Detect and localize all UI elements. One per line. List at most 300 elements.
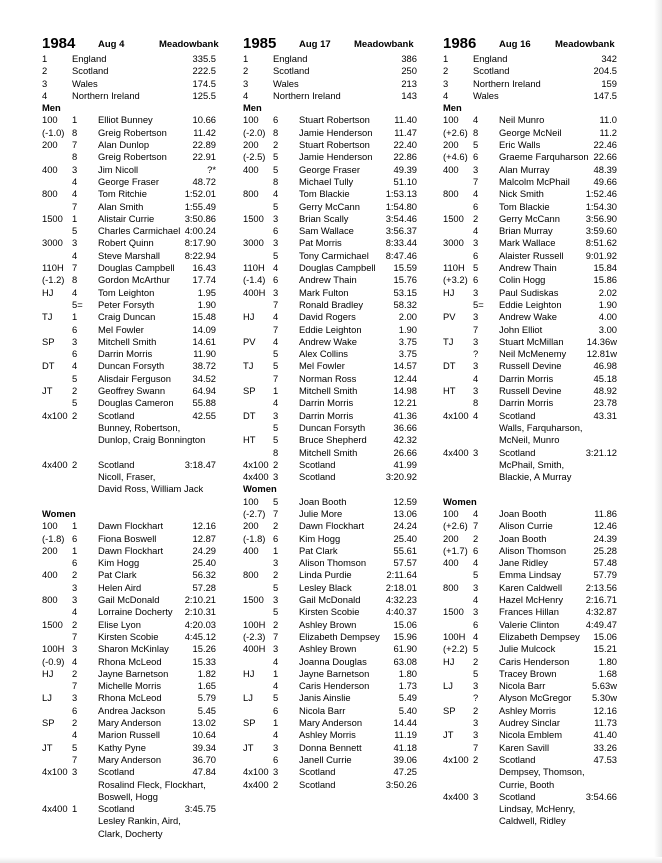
- athlete-name: Caris Henderson: [299, 680, 370, 692]
- result-row: [243, 373, 423, 385]
- event-label: SP: [243, 717, 256, 729]
- athlete-name: Stuart McMillan: [499, 335, 564, 347]
- mark: 24.39: [593, 532, 617, 544]
- place: 2: [473, 212, 479, 224]
- event-label: SP: [42, 717, 55, 729]
- mark: 15.59: [393, 262, 417, 274]
- place: 1: [72, 544, 78, 556]
- result-row: [443, 250, 623, 262]
- mark: 25.40: [192, 557, 216, 569]
- place: 5=: [72, 298, 83, 310]
- place: 3: [72, 581, 78, 593]
- mark: 11.47: [394, 126, 417, 138]
- mark: 1:55.49: [184, 200, 216, 212]
- mark: 47.25: [393, 766, 417, 778]
- team-row: [443, 65, 623, 77]
- athlete-name: Joan Booth: [499, 532, 547, 544]
- mark: 2.00: [398, 311, 417, 323]
- place: 5: [273, 151, 279, 163]
- event-label: 800: [243, 188, 259, 200]
- athlete-name: Bunney, Robertson,: [98, 421, 181, 433]
- result-row: [243, 508, 423, 520]
- place: 6: [72, 348, 78, 360]
- event-label: DT: [443, 360, 456, 372]
- place: 5: [273, 200, 279, 212]
- result-row: [42, 151, 222, 163]
- athlete-name: Steve Marshall: [98, 249, 161, 261]
- place: 6: [72, 557, 78, 569]
- mark: 22.86: [393, 151, 417, 163]
- event-label: (+4.6): [443, 151, 468, 163]
- athlete-name: Jane Ridley: [499, 557, 548, 569]
- place: 5: [273, 581, 279, 593]
- mark: 1.90: [598, 298, 617, 310]
- team-name: England: [273, 53, 308, 64]
- place: 7: [273, 507, 279, 519]
- result-row: [243, 545, 423, 557]
- result-row: [243, 754, 423, 766]
- athlete-name: Walls, Farquharson,: [499, 421, 583, 433]
- mark: 47.53: [593, 753, 617, 765]
- mark: 22.40: [393, 139, 417, 151]
- result-row: [243, 459, 423, 471]
- place: 7: [473, 741, 479, 753]
- result-row: [42, 360, 222, 372]
- place: 3: [72, 643, 78, 655]
- mark: 3:54.46: [385, 212, 417, 224]
- athlete-name: John Elliot: [499, 323, 543, 335]
- result-row: [443, 447, 623, 459]
- result-row: [443, 336, 623, 348]
- mark: 41.18: [393, 741, 417, 753]
- place: 4: [72, 360, 78, 372]
- team-points: 335.5: [192, 53, 216, 64]
- mark: 11.40: [394, 114, 417, 126]
- mark: 56.32: [192, 569, 216, 581]
- mark: 14.09: [192, 323, 216, 335]
- result-row: [443, 385, 623, 397]
- athlete-name: Alison Thomson: [299, 557, 367, 569]
- athlete-name: Karen Savill: [499, 741, 550, 753]
- athlete-name: David Ross, William Jack: [98, 483, 204, 495]
- event-label: 800: [42, 594, 58, 606]
- event-label: (-2.3): [243, 630, 266, 642]
- mark: 55.61: [393, 544, 417, 556]
- mark: ?*: [207, 163, 216, 175]
- mark: 58.32: [393, 298, 417, 310]
- result-row: [42, 225, 222, 237]
- place: 4: [273, 335, 279, 347]
- result-row: [243, 631, 423, 643]
- result-row: [443, 754, 623, 766]
- athlete-name: Kirsten Scobie: [98, 630, 159, 642]
- mark: 15.33: [192, 655, 216, 667]
- athlete-name: Caldwell, Ridley: [499, 815, 566, 827]
- mark: 11.0: [599, 114, 617, 126]
- team-name: Wales: [72, 77, 98, 89]
- athlete-name: Eric Walls: [499, 139, 541, 151]
- result-row: [443, 262, 623, 274]
- place: 2: [473, 753, 479, 765]
- athlete-name: Mary Anderson: [299, 717, 363, 729]
- mark: 41.36: [393, 409, 417, 421]
- mark: 14.61: [192, 335, 216, 347]
- result-row: [443, 373, 623, 385]
- athlete-name: Linda Purdie: [299, 569, 352, 581]
- result-row: [42, 237, 222, 249]
- result-row: [42, 188, 222, 200]
- event-label: 1500: [443, 606, 464, 618]
- place: 6: [273, 274, 279, 286]
- place: 4: [72, 249, 78, 261]
- event-label: SP: [42, 335, 55, 347]
- athlete-name: Jayne Barnetson: [299, 667, 370, 679]
- athlete-name: Kirsten Scobie: [299, 606, 360, 618]
- result-row: [443, 348, 623, 360]
- mark: 12.59: [393, 495, 417, 507]
- place: 3: [473, 311, 479, 323]
- men-section-title: Men: [243, 102, 262, 114]
- mark: 1:53.13: [385, 188, 417, 200]
- place: 5: [273, 360, 279, 372]
- athlete-name: Tom Ritchie: [98, 188, 147, 200]
- mark: 13.06: [393, 507, 417, 519]
- event-label: 4x400: [243, 471, 269, 483]
- place: 8: [273, 126, 279, 138]
- place: 6: [273, 532, 279, 544]
- athlete-name: Rhona McLeod: [98, 692, 162, 704]
- place: 5: [72, 225, 78, 237]
- result-row: [42, 274, 222, 286]
- result-row: [243, 164, 423, 176]
- result-row: [443, 705, 623, 717]
- result-row: [42, 373, 222, 385]
- mark: 14.44: [393, 717, 417, 729]
- event-label: JT: [42, 741, 53, 753]
- result-row: [42, 483, 222, 495]
- athlete-name: Scotland: [499, 790, 536, 802]
- place: 4: [273, 262, 279, 274]
- result-row: [443, 201, 623, 213]
- event-label: 110H: [42, 262, 64, 274]
- meeting-column: [243, 35, 423, 791]
- athlete-name: Julie More: [299, 507, 343, 519]
- mark: 1:52.46: [585, 188, 617, 200]
- result-row: [42, 336, 222, 348]
- page-edge-bottom: [0, 857, 662, 863]
- result-row: [443, 360, 623, 372]
- place: 6: [473, 618, 479, 630]
- team-points: 159: [601, 77, 617, 89]
- team-points: 147.5: [593, 89, 617, 101]
- event-label: 800: [443, 188, 459, 200]
- athlete-name: Peter Forsyth: [98, 298, 155, 310]
- event-label: HT: [443, 385, 456, 397]
- athlete-name: Lesley Rankin, Aird,: [98, 815, 181, 827]
- mark: 12.44: [393, 372, 417, 384]
- place: 3: [273, 594, 279, 606]
- athlete-name: Ashley Morris: [499, 704, 556, 716]
- mark: 3.00: [598, 323, 617, 335]
- mark: 1.73: [398, 680, 417, 692]
- athlete-name: Joan Booth: [499, 507, 547, 519]
- event-label: LJ: [243, 692, 253, 704]
- place: 7: [72, 262, 78, 274]
- team-place: 4: [243, 89, 249, 101]
- event-label: 800: [243, 569, 259, 581]
- event-label: (+2.2): [443, 643, 468, 655]
- mark: 63.08: [393, 655, 417, 667]
- mark: 47.84: [192, 766, 216, 778]
- athlete-name: Eddie Leighton: [499, 298, 562, 310]
- athlete-name: Dempsey, Thomson,: [499, 766, 585, 778]
- athlete-name: Nicola Emblem: [499, 729, 563, 741]
- place: 2: [473, 704, 479, 716]
- mark: 4:49.47: [585, 618, 617, 630]
- event-label: HJ: [443, 286, 455, 298]
- event-label: LJ: [42, 692, 52, 704]
- athlete-name: Mark Fulton: [299, 286, 349, 298]
- mark: 3:50.86: [184, 212, 216, 224]
- athlete-name: Ashley Brown: [299, 618, 357, 630]
- result-row: [443, 287, 623, 299]
- place: 5: [273, 434, 279, 446]
- athlete-name: Valerie Clinton: [499, 618, 560, 630]
- event-label: HT: [243, 434, 256, 446]
- result-row: [42, 213, 222, 225]
- result-row: [243, 692, 423, 704]
- athlete-name: Frances Hillan: [499, 606, 559, 618]
- place: 5: [473, 262, 479, 274]
- athlete-name: Geoffrey Swann: [98, 385, 166, 397]
- result-row: [42, 299, 222, 311]
- place: 8: [72, 151, 78, 163]
- mark: 4.00: [598, 311, 617, 323]
- result-row: [443, 606, 623, 618]
- result-row: [443, 668, 623, 680]
- mark: 46.98: [593, 360, 617, 372]
- athlete-name: Andrew Thain: [299, 274, 357, 286]
- event-label: HJ: [42, 667, 54, 679]
- event-label: 100: [243, 495, 259, 507]
- place: 1: [72, 114, 78, 126]
- result-row: [42, 459, 222, 471]
- result-row: [243, 668, 423, 680]
- result-row: [443, 717, 623, 729]
- team-place: 2: [243, 65, 249, 77]
- team-points: 342: [601, 53, 617, 64]
- athlete-name: Duncan Forsyth: [98, 360, 165, 372]
- athlete-name: Scotland: [299, 458, 336, 470]
- result-row: [443, 508, 623, 520]
- place: 3: [273, 471, 279, 483]
- place: 4: [473, 225, 479, 237]
- place: 7: [273, 630, 279, 642]
- athlete-name: Scotland: [98, 458, 135, 470]
- athlete-name: Boswell, Hogg: [98, 790, 158, 802]
- athlete-name: Dunlop, Craig Bonnington: [98, 434, 206, 446]
- mark: 3:56.90: [585, 212, 617, 224]
- place: 4: [273, 729, 279, 741]
- place: 7: [72, 630, 78, 642]
- result-row: [243, 299, 423, 311]
- mark: 1.80: [398, 667, 417, 679]
- result-row: [42, 717, 222, 729]
- athlete-name: Paul Sudiskas: [499, 286, 559, 298]
- result-row: [443, 692, 623, 704]
- result-row: [243, 397, 423, 409]
- athlete-name: Audrey Sinclar: [499, 717, 560, 729]
- place: 5: [273, 348, 279, 360]
- result-row: [443, 422, 623, 434]
- mark: 26.66: [393, 446, 417, 458]
- mark: 12.16: [192, 520, 216, 532]
- team-row: [42, 90, 222, 102]
- mark: 23.78: [593, 397, 617, 409]
- place: 6: [273, 225, 279, 237]
- place: 3: [72, 692, 78, 704]
- team-name: Wales: [273, 77, 299, 89]
- place: 1: [273, 385, 279, 397]
- team-points: 125.5: [192, 89, 216, 101]
- athlete-name: Norman Ross: [299, 372, 357, 384]
- result-row: [443, 471, 623, 483]
- place: 6: [273, 704, 279, 716]
- event-label: (+2.6): [443, 126, 468, 138]
- place: 2: [273, 139, 279, 151]
- mark: 17.74: [192, 274, 216, 286]
- place: 1: [273, 667, 279, 679]
- team-row: [42, 78, 222, 90]
- mark: 2:16.71: [585, 594, 617, 606]
- athlete-name: Ashley Morris: [299, 729, 356, 741]
- event-label: 3000: [443, 237, 464, 249]
- place: 2: [72, 618, 78, 630]
- athlete-name: Kathy Pyne: [98, 741, 146, 753]
- mark: 15.48: [192, 311, 216, 323]
- event-label: 400: [443, 163, 459, 175]
- athlete-name: Elizabeth Dempsey: [499, 630, 580, 642]
- athlete-name: Duncan Forsyth: [299, 421, 366, 433]
- event-label: 400H: [243, 286, 266, 298]
- mark: 22.89: [192, 139, 216, 151]
- result-row: [42, 791, 222, 803]
- place: 2: [273, 618, 279, 630]
- result-row: [443, 274, 623, 286]
- athlete-name: Janis Ainslie: [299, 692, 351, 704]
- athlete-name: Mel Fowler: [299, 360, 345, 372]
- team-name: Northern Ireland: [473, 77, 541, 89]
- result-row: [243, 237, 423, 249]
- mark: 14.98: [393, 385, 417, 397]
- result-row: [243, 680, 423, 692]
- event-label: (-1.0): [42, 126, 65, 138]
- result-row: [443, 410, 623, 422]
- result-row: [42, 668, 222, 680]
- meeting-header: [42, 35, 222, 53]
- result-row: [243, 742, 423, 754]
- result-row: [443, 151, 623, 163]
- mark: 1.95: [197, 286, 216, 298]
- event-label: JT: [443, 729, 454, 741]
- mark: 16.43: [192, 262, 216, 274]
- result-row: [443, 459, 623, 471]
- place: 4: [72, 286, 78, 298]
- meeting-venue: Meadowbank: [159, 39, 219, 50]
- result-row: [243, 434, 423, 446]
- result-row: [443, 557, 623, 569]
- meeting-header: [443, 35, 623, 53]
- athlete-name: Scotland: [499, 753, 536, 765]
- result-row: [443, 533, 623, 545]
- event-label: 200: [443, 532, 459, 544]
- athlete-name: Stuart Robertson: [299, 114, 370, 126]
- result-row: [443, 594, 623, 606]
- place: 8: [473, 397, 479, 409]
- place: 8: [273, 175, 279, 187]
- mark: 5.79: [197, 692, 216, 704]
- mark: 4:32.87: [585, 606, 617, 618]
- mark: 36.66: [393, 421, 417, 433]
- result-row: [42, 705, 222, 717]
- result-row: [243, 360, 423, 372]
- mark: 42.55: [192, 409, 216, 421]
- athlete-name: Karen Caldwell: [499, 581, 563, 593]
- event-label: 4x400: [42, 458, 68, 470]
- mark: 1:52.01: [184, 188, 216, 200]
- place: 3: [473, 360, 479, 372]
- result-row: [443, 520, 623, 532]
- place: 6: [473, 544, 479, 556]
- mark: 2:18.01: [385, 581, 417, 593]
- athlete-name: Bruce Shepherd: [299, 434, 367, 446]
- result-row: [243, 176, 423, 188]
- result-row: [443, 164, 623, 176]
- result-row: [42, 348, 222, 360]
- result-row: [243, 569, 423, 581]
- team-place: 4: [42, 89, 48, 101]
- place: 6: [72, 704, 78, 716]
- result-row: [443, 582, 623, 594]
- mark: 2.02: [598, 286, 617, 298]
- athlete-name: Colin Hogg: [499, 274, 546, 286]
- athlete-name: Gerry McCann: [299, 200, 360, 212]
- mark: 64.94: [192, 385, 216, 397]
- team-row: [243, 53, 423, 65]
- athlete-name: Joan Booth: [299, 495, 347, 507]
- athlete-name: Ashley Brown: [299, 643, 357, 655]
- mark: 11.73: [594, 717, 617, 729]
- mark: 15.84: [593, 262, 617, 274]
- team-points: 204.5: [593, 65, 617, 77]
- meeting-venue: Meadowbank: [354, 39, 414, 50]
- mark: 8:47.46: [385, 249, 417, 261]
- team-row: [243, 65, 423, 77]
- mark: 61.90: [393, 643, 417, 655]
- team-name: England: [473, 53, 508, 64]
- mark: 13.02: [192, 717, 216, 729]
- event-label: 110H: [243, 262, 265, 274]
- place: 1: [72, 803, 78, 815]
- mark: 42.32: [393, 434, 417, 446]
- mark: 57.79: [593, 569, 617, 581]
- athlete-name: Douglas Campbell: [299, 262, 376, 274]
- place: 7: [72, 200, 78, 212]
- event-label: 100: [443, 114, 459, 126]
- result-row: [42, 643, 222, 655]
- meeting-date: Aug 4: [98, 39, 125, 50]
- result-row: [42, 397, 222, 409]
